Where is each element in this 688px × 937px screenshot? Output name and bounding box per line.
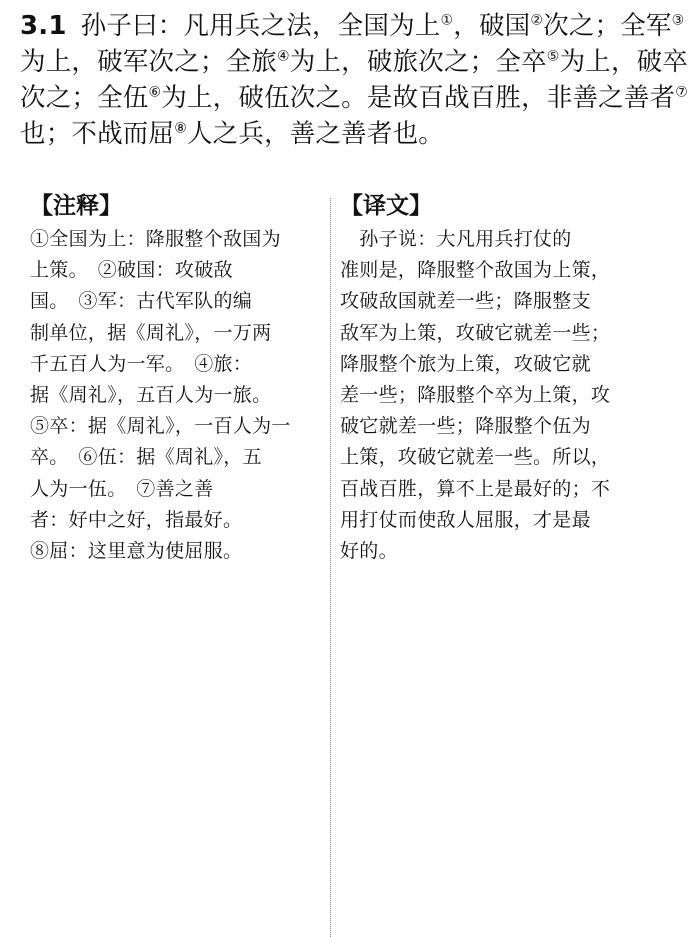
text-segment: 次之；全军 [543,11,672,41]
note-line: 据《周礼》，五百人为一旅。 [30,383,272,406]
notes-heading: 【注释】 [30,193,122,219]
section-number: 3.1 [20,11,67,41]
translation-heading: 【译文】 [340,193,432,219]
text-segment: 为上，破伍次之。是故百战百胜，非善之善者 [161,83,676,113]
text-segment: 孙子曰：凡用兵之法，全国为上 [80,11,441,41]
original-line-2 [20,44,688,80]
note-line: ⑤卒：据《周礼》，一百人为一 [30,415,291,438]
note-line: ①全国为上：降服整个敌国为 [30,228,281,250]
translation-line: 孙子说：大凡用兵打仗的 [340,228,572,250]
note-marker: ⑥ [148,84,162,101]
original-line-1 [20,8,685,44]
text-segment: 也；不战而屈 [20,119,175,149]
notes-column [30,190,330,567]
translation-line: 降服整个旅为上策，攻破它就 [340,352,591,375]
translation-column [340,190,632,567]
translation-line: 百战百胜，算不上是最好的；不 [340,477,611,500]
translation-line: 敌军为上策，攻破它就差一些； [340,321,611,344]
translation-line: 差一些；降服整个卒为上策，攻 [340,383,611,406]
translation-line: 破它就差一些；降服整个伍为 [340,415,591,438]
text-segment: 人之兵，善之善者也。 [186,119,444,149]
note-marker: ③ [671,12,685,29]
text-segment: 次之；全伍 [20,83,149,113]
note-line: 卒。 ⑥伍：据《周礼》，五 [30,446,262,469]
original-line-4 [20,116,632,152]
note-line: 千五百人为一军。 ④旅： [30,352,253,375]
note-marker: ⑧ [174,120,187,137]
text-segment: 为上，破军次之；全旅 [20,47,278,77]
translation-line: 攻破敌国就差一些；降服整支 [340,290,591,313]
translation-line: 上策，攻破它就差一些。所以， [340,446,611,469]
note-line: 国。 ③军：古代军队的编 [30,290,253,313]
note-marker: ⑤ [546,48,560,65]
original-line-3 [20,80,688,116]
text-segment: 为上，破旅次之；全卒 [289,47,547,77]
text-segment: ，破国 [453,11,531,41]
note-line: 人为一伍。 ⑦善之善 [30,477,214,500]
translation-line: 准则是，降服整个敌国为上策， [340,259,611,282]
translation-line: 用打仗而使敌人屈服，才是最 [340,508,591,531]
note-marker: ⑦ [675,84,688,101]
note-line: 上策。 ②破国：攻破敌 [30,259,233,282]
original-text [20,8,688,152]
note-marker: ④ [277,48,290,65]
note-marker: ② [530,12,544,29]
note-line: 制单位，据《周礼》，一万两 [30,321,272,344]
translation-line: 好的。 [340,539,398,562]
text-segment: 为上，破卒 [559,47,688,77]
note-line: 者：好中之好，指最好。 [30,508,243,531]
note-line: ⑧屈：这里意为使屈服。 [30,539,243,562]
note-marker: ① [440,12,454,29]
